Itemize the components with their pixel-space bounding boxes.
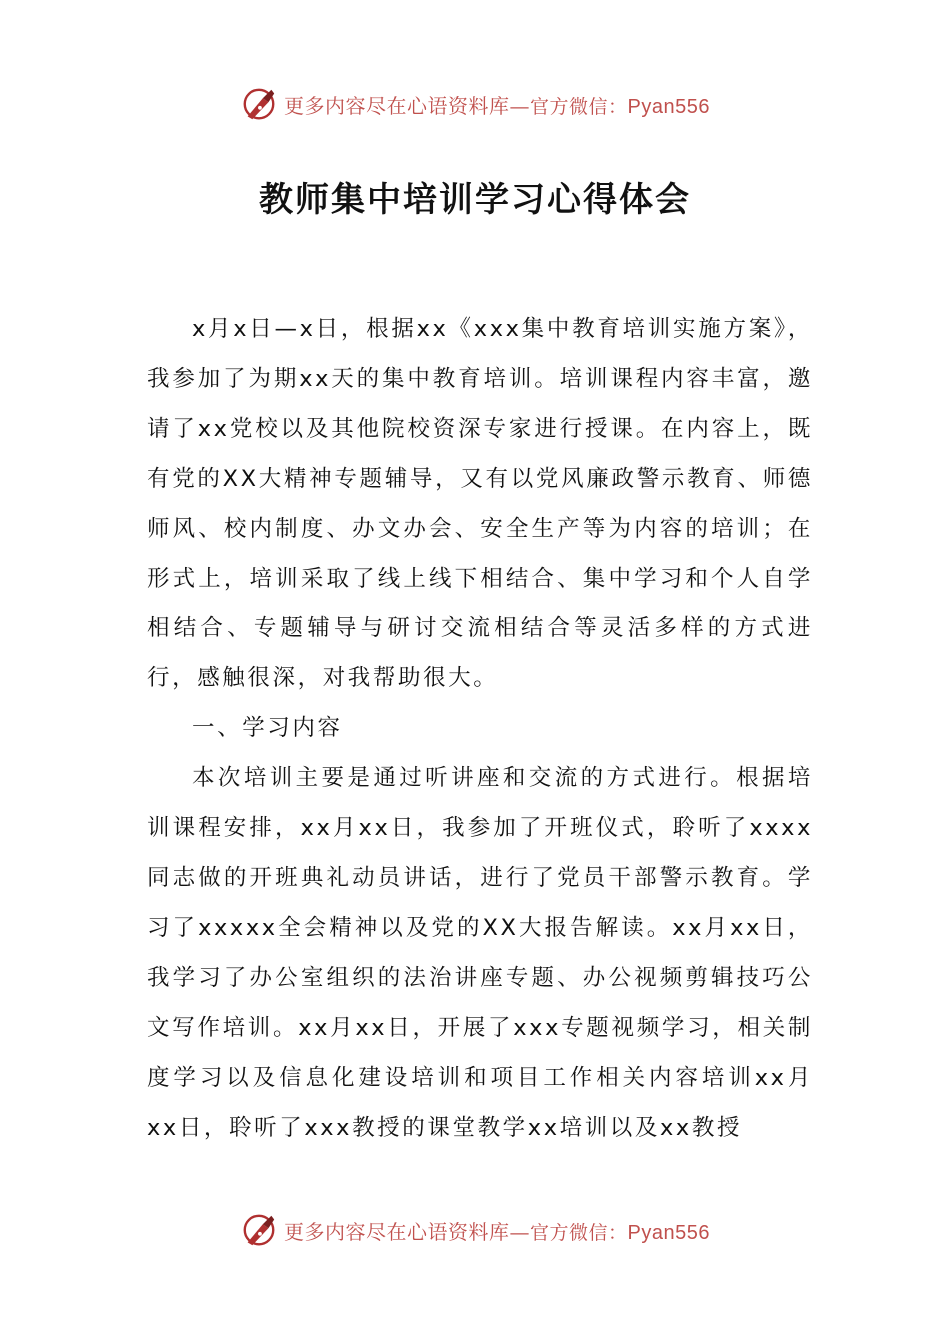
banner-dash: — xyxy=(509,93,530,118)
banner-text xyxy=(284,90,710,119)
banner-text xyxy=(284,1216,710,1245)
section-heading: 一、学习内容 xyxy=(192,715,343,742)
banner-wechat-label: 官方微信： xyxy=(530,1221,628,1244)
paragraph-intro: x月x日—x日，根据xx《xxx集中教育培训实施方案》，我参加了为期xx天的集中教育培训。培训课程内容丰富，邀请了xx党校以及其他院校资深专家进行授课。在内容上，既有党的XX大精神专题辅导，又有以党风廉政警示教育、师德师风、校内制度、办文办会、安全生产等为内容的培训；在形式上，培训采取了线上线下相结合、集中学习和个人自学相结合、专题辅导与研讨交流相结合等灵活多样的方式进行，感触很深，对我帮助很大。 xyxy=(147,316,813,692)
document-body xyxy=(147,305,813,1153)
banner-wechat-label: 官方微信： xyxy=(530,95,628,118)
header-banner xyxy=(0,82,950,126)
footer-banner xyxy=(0,1208,950,1252)
document-title: 教师集中培训学习心得体会 xyxy=(259,180,691,220)
banner-slogan: 更多内容尽在心语资料库 xyxy=(284,93,510,118)
banner-slogan: 更多内容尽在心语资料库 xyxy=(284,1219,510,1244)
pen-nib-logo-icon xyxy=(240,85,278,123)
banner-wechat-account: Pyan556 xyxy=(627,1221,710,1244)
banner-dash: — xyxy=(509,1219,530,1244)
paragraph-content: 本次培训主要是通过听讲座和交流的方式进行。根据培训课程安排，xx月xx日，我参加了开班仪式，聆听了xxxx同志做的开班典礼动员讲话，进行了党员干部警示教育。学习了xxxxx全会精神以及党的XX大报告解读。xx月xx日，我学习了办公室组织的法治讲座专题、办公视频剪辑技巧公文写作培训。xx月xx日，开展了xxx专题视频学习，相关制度学习以及信息化建设培训和项目工作相关内容培训xx月xx日，聆听了xxx教授的课堂教学xx培训以及xx教授 xyxy=(147,765,813,1141)
pen-nib-logo-icon xyxy=(240,1211,278,1249)
banner-wechat-account: Pyan556 xyxy=(627,95,710,118)
